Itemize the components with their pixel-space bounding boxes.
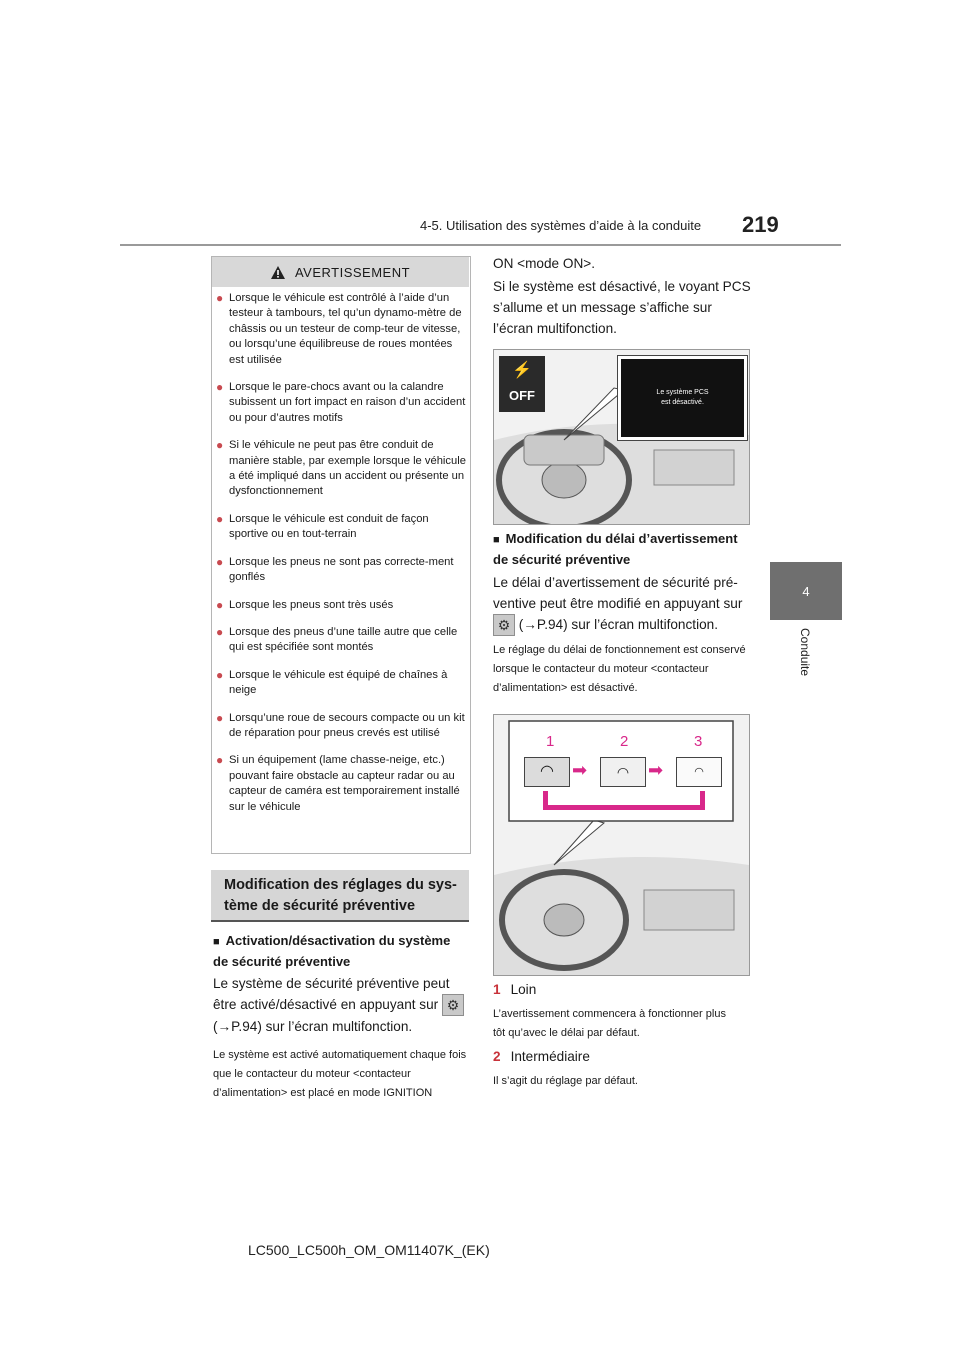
list-item: ● Lorsqu’une roue de secours compacte ou un kit de réparation pour pneus crevés est utilisé (216, 710, 465, 739)
step-number: 3 (694, 733, 703, 750)
multi-display-callout: Le système PCS est désactivé. (618, 356, 747, 440)
off-description: Si le système est désactivé, le voyant PCS s’allume et un message s’affiche sur l’écran multifonction. (493, 279, 751, 336)
warning-timing-illustration (493, 714, 750, 976)
bullet-icon: ● (216, 597, 224, 612)
step-number: 2 (620, 733, 629, 750)
activation-heading: ■ Activation/désactivation du système de sécurité préventive (213, 933, 451, 969)
warning-list (216, 291, 466, 827)
list-item: ● Lorsque les pneus sont très usés (216, 597, 394, 612)
far-distance-icon: ◠ (524, 757, 570, 787)
bullet-icon: ● (216, 554, 224, 569)
middle-distance-icon: ◠ (600, 757, 646, 787)
list-item: ● Lorsque le véhicule est contrôlé à l’aide d’un testeur à tambours, tel qu’un dynamo-mètre de châssis ou un testeur de comp-teur de vitesse, ou lorsqu’une équilibreuse de roues montées est utilisée (216, 291, 462, 366)
bullet-icon: ● (216, 380, 224, 395)
document-code: LC500_LC500h_OM_OM11407K_(EK) (248, 1242, 490, 1258)
dashboard-drawing (494, 715, 749, 975)
pcs-off-illustration (493, 349, 750, 525)
list-item: ● Lorsque des pneus d’une taille autre que celle qui est spécifiée sont montés (216, 624, 458, 654)
timing-heading: ■ Modification du délai d’avertissement de sécurité préventive (493, 531, 738, 567)
page-number: 219 (742, 212, 779, 237)
activation-note: Le système est activé automatiquement chaque fois que le contacteur du moteur <contacteur d’alimentation> est placé en mode IGNITION (213, 1049, 467, 1099)
section-heading: Modification des réglages du sys-tème de sécurité préventive (211, 870, 469, 922)
activation-body: Le système de sécurité préventive peut être activé/désactivé en appuyant sur ⚙ (→P.94) sur l’écran multifonction. (213, 973, 468, 1037)
arrow-right-icon: ➡ (572, 760, 588, 780)
option-intermediate-desc: Il s’agit du réglage par défaut. (493, 1075, 638, 1087)
list-item: ● Lorsque les pneus ne sont pas correcte-ment gonflés (216, 554, 454, 584)
settings-gear-icon[interactable]: ⚙ (442, 994, 464, 1016)
section-title: 4-5. Utilisation des systèmes d’aide à la conduite (420, 218, 702, 233)
option-intermediate: 2 Intermédiaire (493, 1049, 590, 1064)
chapter-tab[interactable]: 4 (770, 562, 842, 620)
square-bullet-icon: ■ (213, 936, 220, 948)
bullet-icon: ● (216, 753, 224, 768)
bullet-icon: ● (216, 438, 224, 453)
bullet-icon: ● (216, 710, 224, 725)
warning-header (212, 257, 469, 287)
option-far-desc: L’avertissement commencera à fonctionner plus tôt qu’avec le délai par défaut. (493, 1008, 726, 1039)
timing-body: Le délai d’avertissement de sécurité pré-ventive peut être modifié en appuyant sur ⚙ (→P.94) sur l’écran multifonction. (493, 572, 751, 636)
square-bullet-icon: ■ (493, 534, 500, 546)
cycle-back-arrow-icon (543, 791, 705, 810)
list-item: ● Si le véhicule ne peut pas être conduit de manière stable, par exemple lorsque le véhicule a été impliqué dans un accident ou présente un dysfonctionnement (216, 438, 466, 498)
bullet-icon: ● (216, 291, 224, 305)
list-item: ● Lorsque le véhicule est équipé de chaînes à neige (216, 667, 448, 697)
warning-triangle-icon (271, 266, 285, 279)
bullet-icon: ● (216, 511, 224, 526)
warning-title: AVERTISSEMENT (294, 264, 411, 280)
settings-gear-icon[interactable]: ⚙ (493, 614, 515, 636)
pcs-off-indicator-icon: ⚡ OFF (499, 356, 545, 412)
arrow-right-icon: ➡ (648, 760, 664, 780)
step-number: 1 (546, 733, 555, 750)
bullet-icon: ● (216, 624, 224, 639)
option-far: 1 Loin (493, 982, 537, 997)
list-item: ● Si un équipement (lame chasse-neige, etc.) pouvant faire obstacle au capteur radar ou au capteur de caméra est temporairement installé sur le véhicule (216, 753, 460, 813)
timing-note: Le réglage du délai de fonctionnement est conservé lorsque le contacteur du moteur <contacteur d’alimentation> est désactivé. (493, 644, 746, 694)
continued-text: ON <mode ON>. (493, 256, 595, 271)
bullet-icon: ● (216, 667, 224, 682)
chapter-label: Conduite (798, 628, 812, 677)
near-distance-icon: ◠ (676, 757, 722, 787)
list-item: ● Lorsque le véhicule est conduit de façon sportive ou en tout-terrain (216, 511, 429, 541)
header-divider (120, 244, 841, 246)
list-item: ● Lorsque le pare-chocs avant ou la calandre subissent un fort impact en raison d’un accident ou pour d’autres motifs (216, 380, 466, 424)
